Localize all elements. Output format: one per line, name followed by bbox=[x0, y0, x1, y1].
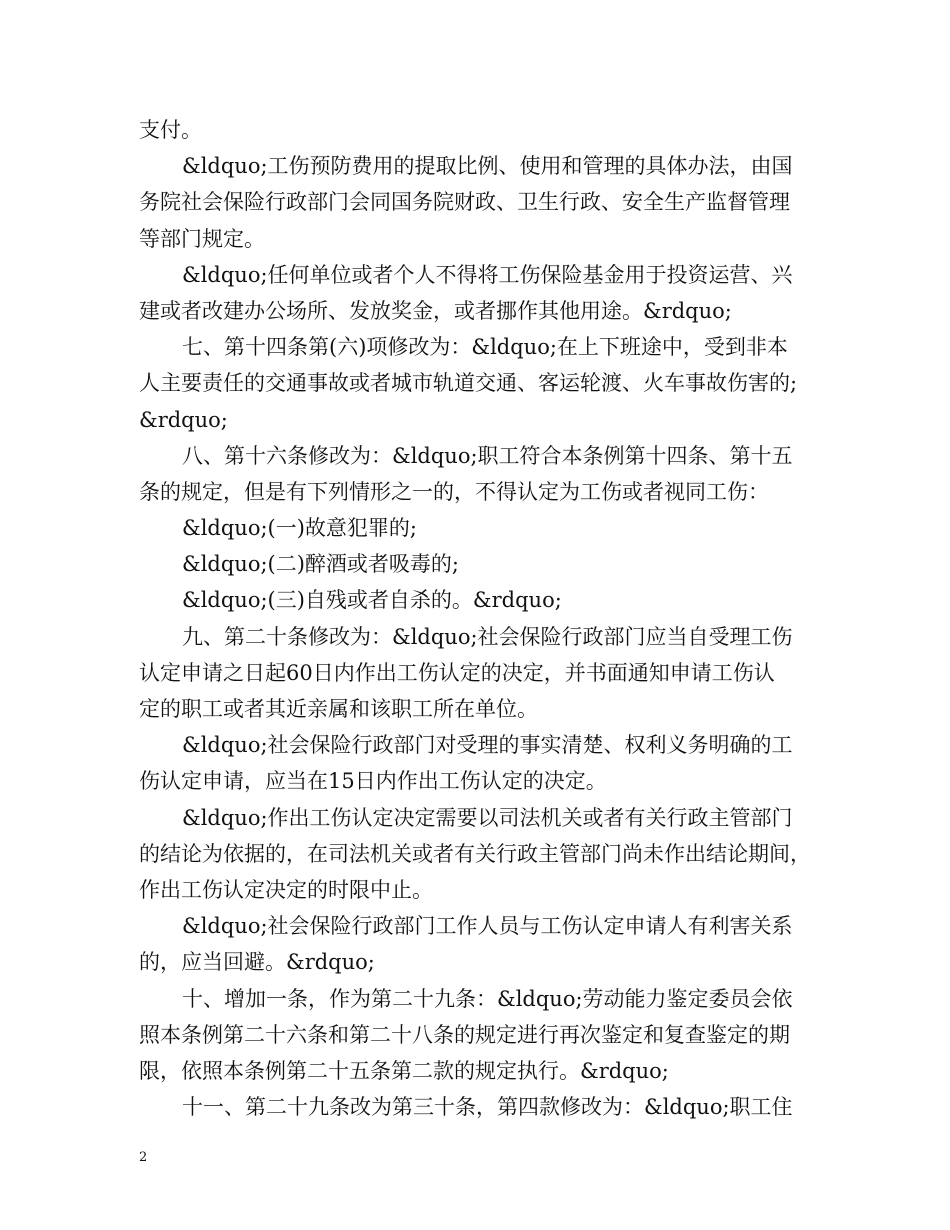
text-line: &ldquo;任何单位或者个人不得将工伤保险基金用于投资运营、兴 bbox=[182, 262, 793, 287]
text-line: &ldquo;作出工伤认定决定需要以司法机关或者有关行政主管部门 bbox=[182, 805, 793, 830]
text-line: 的，应当回避。&rdquo; bbox=[139, 950, 375, 975]
document-body bbox=[139, 112, 829, 1125]
text-line: 人主要责任的交通事故或者城市轨道交通、客运轮渡、火车事故伤害的; bbox=[139, 371, 798, 396]
text-line: 等部门规定。 bbox=[139, 226, 265, 251]
text-line: 八、第十六条修改为：&ldquo;职工符合本条例第十四条、第十五 bbox=[182, 443, 793, 468]
text-line: 限，依照本条例第二十五条第二款的规定执行。&rdquo; bbox=[139, 1058, 669, 1083]
text-line: 十一、第二十九条改为第三十条，第四款修改为：&ldquo;职工住 bbox=[182, 1095, 793, 1120]
text-line: 照本条例第二十六条和第二十八条的规定进行再次鉴定和复查鉴定的期 bbox=[139, 1022, 790, 1047]
text-line: 建或者改建办公场所、发放奖金，或者挪作其他用途。&rdquo; bbox=[139, 298, 732, 323]
text-line: &ldquo;工伤预防费用的提取比例、使用和管理的具体办法，由国 bbox=[182, 154, 793, 179]
text-line: 条的规定，但是有下列情形之一的，不得认定为工伤或者视同工伤： bbox=[139, 479, 769, 504]
text-line: &ldquo;(二)醉酒或者吸毒的; bbox=[182, 552, 459, 577]
text-line: &rdquo; bbox=[139, 407, 228, 432]
text-line: &ldquo;(三)自残或者自杀的。&rdquo; bbox=[182, 588, 562, 613]
text-line: 定的职工或者其近亲属和该职工所在单位。 bbox=[139, 697, 538, 721]
text-line: &ldquo;社会保险行政部门工作人员与工伤认定申请人有利害关系 bbox=[182, 914, 793, 939]
page-number: 2 bbox=[139, 1150, 148, 1165]
text-line: 支付。 bbox=[139, 118, 202, 142]
text-line: 认定申请之日起60日内作出工伤认定的决定，并书面通知申请工伤认 bbox=[139, 660, 775, 685]
text-line: 七、第十四条第(六)项修改为：&ldquo;在上下班途中，受到非本 bbox=[182, 335, 788, 360]
text-line: 九、第二十条修改为：&ldquo;社会保险行政部门应当自受理工伤 bbox=[182, 624, 793, 649]
text-line: 作出工伤认定决定的时限中止。 bbox=[139, 877, 433, 902]
text-line: 务院社会保险行政部门会同国务院财政、卫生行政、安全生产监督管理 bbox=[139, 190, 790, 215]
text-line: &ldquo;(一)故意犯罪的; bbox=[182, 516, 417, 541]
text-line: 伤认定申请，应当在15日内作出工伤认定的决定。 bbox=[139, 769, 607, 794]
text-line: 的结论为依据的，在司法机关或者有关行政主管部门尚未作出结论期间， bbox=[139, 841, 811, 866]
text-line: &ldquo;社会保险行政部门对受理的事实清楚、权利义务明确的工 bbox=[182, 733, 793, 758]
text-line: 十、增加一条，作为第二十九条：&ldquo;劳动能力鉴定委员会依 bbox=[182, 986, 793, 1011]
